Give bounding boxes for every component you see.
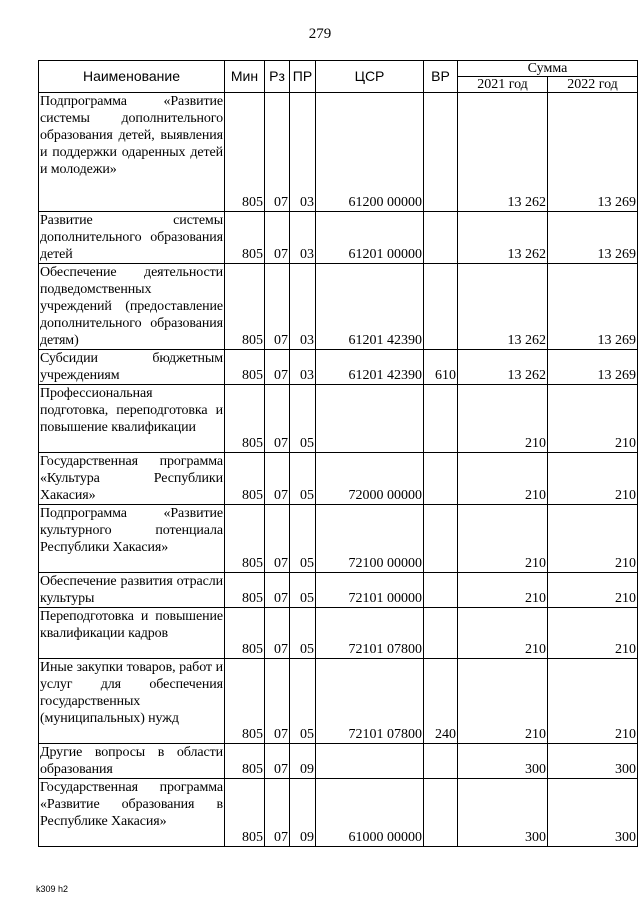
table-row (39, 659, 638, 744)
row-amount-2022: 300 (548, 779, 638, 847)
row-min: 805 (225, 385, 265, 453)
page-number: 279 (308, 26, 332, 42)
table-row (39, 385, 638, 453)
header-name: Наименование (39, 61, 225, 93)
row-csr (316, 385, 424, 453)
budget-table (38, 60, 638, 847)
row-pr: 03 (290, 93, 316, 212)
row-amount-2021: 13 262 (458, 350, 548, 385)
header-2021: 2021 год (458, 77, 548, 93)
row-amount-2021: 13 262 (458, 93, 548, 212)
table-row (39, 453, 638, 505)
row-vr (424, 385, 458, 453)
row-amount-2021: 300 (458, 744, 548, 779)
row-name: Обеспечение развития отрасли культуры (40, 574, 223, 606)
row-min: 805 (225, 453, 265, 505)
row-vr (424, 779, 458, 847)
row-csr: 72101 00000 (316, 573, 424, 608)
row-min: 805 (225, 93, 265, 212)
row-rz: 07 (265, 264, 290, 350)
row-pr: 05 (290, 385, 316, 453)
row-amount-2022: 13 269 (548, 212, 638, 264)
row-rz: 07 (265, 385, 290, 453)
row-amount-2022: 210 (548, 608, 638, 659)
row-amount-2022: 210 (548, 385, 638, 453)
row-pr: 03 (290, 212, 316, 264)
row-name: Государственная программа «Развитие образования в Республике Хакасия» (39, 779, 225, 847)
row-vr (424, 744, 458, 779)
row-csr: 61201 42390 (316, 264, 424, 350)
row-name: Государственная программа «Культура Республики Хакасия» (40, 454, 223, 503)
row-csr: 61201 00000 (316, 212, 424, 264)
row-name: Профессиональная подготовка, переподготовка и повышение квалификации (39, 385, 225, 453)
row-rz: 07 (265, 608, 290, 659)
table-row (39, 608, 638, 659)
table-row (39, 573, 638, 608)
row-csr: 61200 00000 (316, 93, 424, 212)
row-rz: 07 (265, 453, 290, 505)
row-min: 805 (225, 573, 265, 608)
row-amount-2021: 13 262 (458, 264, 548, 350)
row-vr (424, 93, 458, 212)
header-vr: ВР (424, 61, 458, 93)
table-row (39, 93, 638, 212)
row-amount-2021: 210 (458, 385, 548, 453)
row-name: Другие вопросы в области образования (40, 745, 223, 777)
header-min: Мин (225, 61, 265, 93)
row-min: 805 (225, 744, 265, 779)
row-pr: 03 (290, 350, 316, 385)
row-pr: 05 (290, 659, 316, 744)
table-row (39, 264, 638, 350)
table-row (39, 779, 638, 847)
row-vr: 240 (424, 659, 458, 744)
row-amount-2022: 210 (548, 453, 638, 505)
header-2022: 2022 год (548, 77, 638, 93)
table-row (39, 744, 638, 779)
row-name: Развитие системы дополнительного образования детей (40, 213, 223, 262)
row-vr: 610 (424, 350, 458, 385)
row-name: Субсидии бюджетным учреждениям (40, 351, 223, 383)
row-amount-2022: 210 (548, 573, 638, 608)
row-min: 805 (225, 779, 265, 847)
row-min: 805 (225, 350, 265, 385)
row-vr (424, 505, 458, 573)
row-pr: 09 (290, 744, 316, 779)
row-amount-2021: 210 (458, 573, 548, 608)
row-vr (424, 264, 458, 350)
row-rz: 07 (265, 505, 290, 573)
row-amount-2021: 210 (458, 505, 548, 573)
row-name: Иные закупки товаров, работ и услуг для обеспечения государственных (муниципальных) нужд (39, 659, 225, 744)
row-min: 805 (225, 212, 265, 264)
row-amount-2021: 210 (458, 659, 548, 744)
row-csr: 72000 00000 (316, 453, 424, 505)
row-rz: 07 (265, 573, 290, 608)
row-amount-2021: 13 262 (458, 212, 548, 264)
row-csr: 72100 00000 (316, 505, 424, 573)
row-rz: 07 (265, 212, 290, 264)
row-min: 805 (225, 264, 265, 350)
header-sum: Сумма (458, 61, 638, 77)
row-min: 805 (225, 659, 265, 744)
row-csr: 61201 42390 (316, 350, 424, 385)
row-pr: 05 (290, 505, 316, 573)
row-rz: 07 (265, 659, 290, 744)
row-amount-2021: 210 (458, 608, 548, 659)
row-name: Переподготовка и повышение квалификации кадров (39, 608, 225, 659)
row-name: Подпрограмма «Развитие культурного потенциала Республики Хакасия» (39, 505, 225, 573)
row-amount-2022: 210 (548, 659, 638, 744)
row-pr: 05 (290, 608, 316, 659)
row-min: 805 (225, 505, 265, 573)
row-rz: 07 (265, 744, 290, 779)
row-vr (424, 608, 458, 659)
row-vr (424, 453, 458, 505)
row-vr (424, 212, 458, 264)
table-row (39, 212, 638, 264)
row-csr: 72101 07800 (316, 608, 424, 659)
row-pr: 03 (290, 264, 316, 350)
row-amount-2022: 13 269 (548, 93, 638, 212)
row-name: Подпрограмма «Развитие системы дополнительного образования детей, выявления и поддержки одаренных детей и молодежи» (39, 93, 225, 212)
row-rz: 07 (265, 779, 290, 847)
row-vr (424, 573, 458, 608)
row-pr: 05 (290, 573, 316, 608)
row-rz: 07 (265, 350, 290, 385)
row-amount-2022: 300 (548, 744, 638, 779)
row-pr: 09 (290, 779, 316, 847)
table-row (39, 505, 638, 573)
header-rz: Рз (265, 61, 290, 93)
header-pr: ПР (290, 61, 316, 93)
row-min: 805 (225, 608, 265, 659)
header-csr: ЦСР (316, 61, 424, 93)
row-csr: 72101 07800 (316, 659, 424, 744)
row-rz: 07 (265, 93, 290, 212)
table-row (39, 350, 638, 385)
row-amount-2021: 210 (458, 453, 548, 505)
row-csr (316, 744, 424, 779)
footer-code: k309 h2 (36, 884, 69, 894)
row-amount-2022: 210 (548, 505, 638, 573)
row-amount-2022: 13 269 (548, 264, 638, 350)
row-amount-2022: 13 269 (548, 350, 638, 385)
row-amount-2021: 300 (458, 779, 548, 847)
row-pr: 05 (290, 453, 316, 505)
row-name: Обеспечение деятельности подведомственных учреждений (предоставление дополнительного образования детям) (40, 265, 223, 348)
row-csr: 61000 00000 (316, 779, 424, 847)
